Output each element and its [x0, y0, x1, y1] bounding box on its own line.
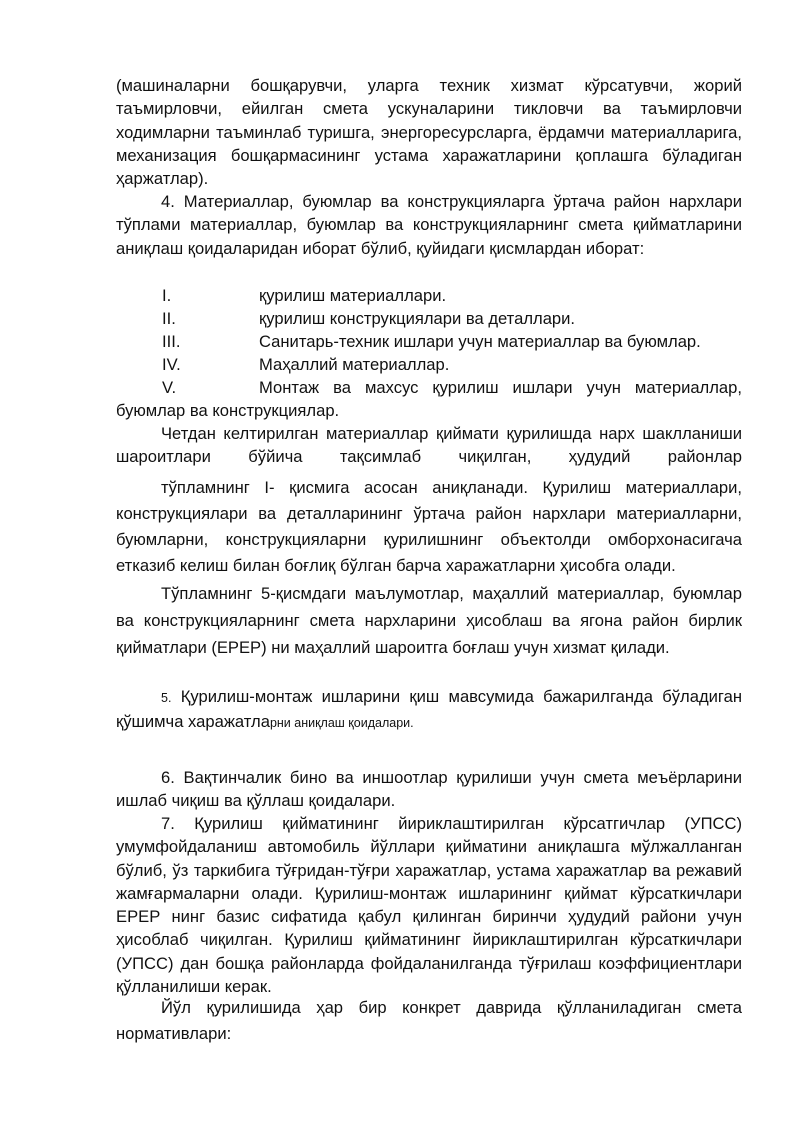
list-item [162, 284, 742, 307]
list-item-number: IV. [162, 355, 181, 374]
list-item-number: I. [162, 286, 172, 305]
paragraph-7-upss: 7. Қурилиш қийматининг йириклаштирилган кўрсатгичлар (УПСС) умумфойдаланиш автомобиль йўллари қийматини аниқлашга мўлжалланган бўлиб, ўз таркибига тўғридан-тўғри харажатлар, устама харажатлар ва режавий жамғармаларни олади. Қурилиш-монтаж ишларининг қиймат кўрсаткичлари ЕРЕР нинг базис сифатида қабул қилинган биринчи ҳудудий райони учун ҳисоблаб чиқилган. Қурилиш қийматининг йириклаштирилган кўрсаткичлари (УПСС) дан бошқа районларда фойдаланилганда тўғрилаш коэффициентлари қўлланилиши керак. [116, 814, 742, 997]
paragraph-machinery-costs: (машиналарни бошқарувчи, уларга техник хизмат кўрсатувчи, жорий таъмирловчи, ейилган смета ускуналарини тикловчи ва таъмирловчи ходимларни таъминлаб туришга, энергоресурсларга, ёрдамчи материалларига, механизация бошқармасининг устама харажатларини қоплашга бўладиган ҳаржатлар). [116, 76, 742, 189]
paragraph-road-construction-norms: Йўл қурилишида ҳар бир конкрет даврида қўлланиладиган смета нормативлари: [116, 998, 742, 1043]
list-item [162, 307, 742, 330]
paragraph-5-winter-costs [116, 685, 742, 735]
list-item-number: III. [162, 332, 181, 351]
list-item [162, 353, 742, 376]
list-item-text: қурилиш конструкциялари ва деталлари. [259, 309, 576, 328]
paragraph-average-prices: тўпламнинг I- қисмига асосан аниқланади. Қурилиш материаллари, конструкциялари ва деталларининг ўртача район нархлари материалларни, буюмларни, конструкцияларни қурилишнинг объектолди омборхонасигача етказиб келиш билан боғлиқ бўлган барча харажатларни ҳисобга олади. [116, 478, 742, 575]
list-item-text: қурилиш материаллари. [259, 286, 447, 305]
paragraph-imported-materials: Четдан келтирилган материаллар қиймати қурилишда нарх шаклланиши шароитлари бўйича тақсимлаб чиқилган, ҳудудий районлар [116, 424, 742, 467]
list-item-number: V. [162, 378, 177, 397]
list-item-text: Санитарь-техник ишлари учун материаллар ва буюмлар. [259, 332, 701, 351]
paragraph-small-text: рни аниқлаш қоидалари. [269, 716, 414, 730]
paragraph-part-5: Тўпламнинг 5-қисмдаги маълумотлар, маҳаллий материаллар, буюмлар ва конструкцияларнинг смета нархларини ҳисоблаш ва ягона район бирлик қийматлари (ЕРЕР) ни маҳаллий шароитга боғлаш учун хизмат қилади. [116, 584, 742, 657]
list-item-text: Монтаж ва махсус қурилиш ишлари учун материаллар, буюмлар ва конструкциялар. [116, 378, 742, 421]
paragraph-main-text: Қурилиш-монтаж ишларини қиш мавсумида бажарилганда бўладиган қўшимча харажатла [116, 687, 742, 731]
list-item-number: II. [162, 309, 176, 328]
paragraph-6-temporary-buildings: 6. Вақтинчалик бино ва иншоотлар қурилиши учун смета меъёрларини ишлаб чиқиш ва қўллаш қоидалари. [116, 768, 742, 811]
list-item [162, 330, 742, 353]
list-item [116, 376, 742, 423]
list-item-text: Маҳаллий материаллар. [259, 355, 450, 374]
paragraph-4-materials-prices: 4. Материаллар, буюмлар ва конструкцияларга ўртача район нархлари тўплами материаллар, буюмлар ва конструкцияларнинг смета қийматларини аниқлаш қоидаларидан иборат бўлиб, қуйидаги қисмлардан иборат: [116, 192, 742, 258]
paragraph-number: 5. [161, 691, 172, 705]
